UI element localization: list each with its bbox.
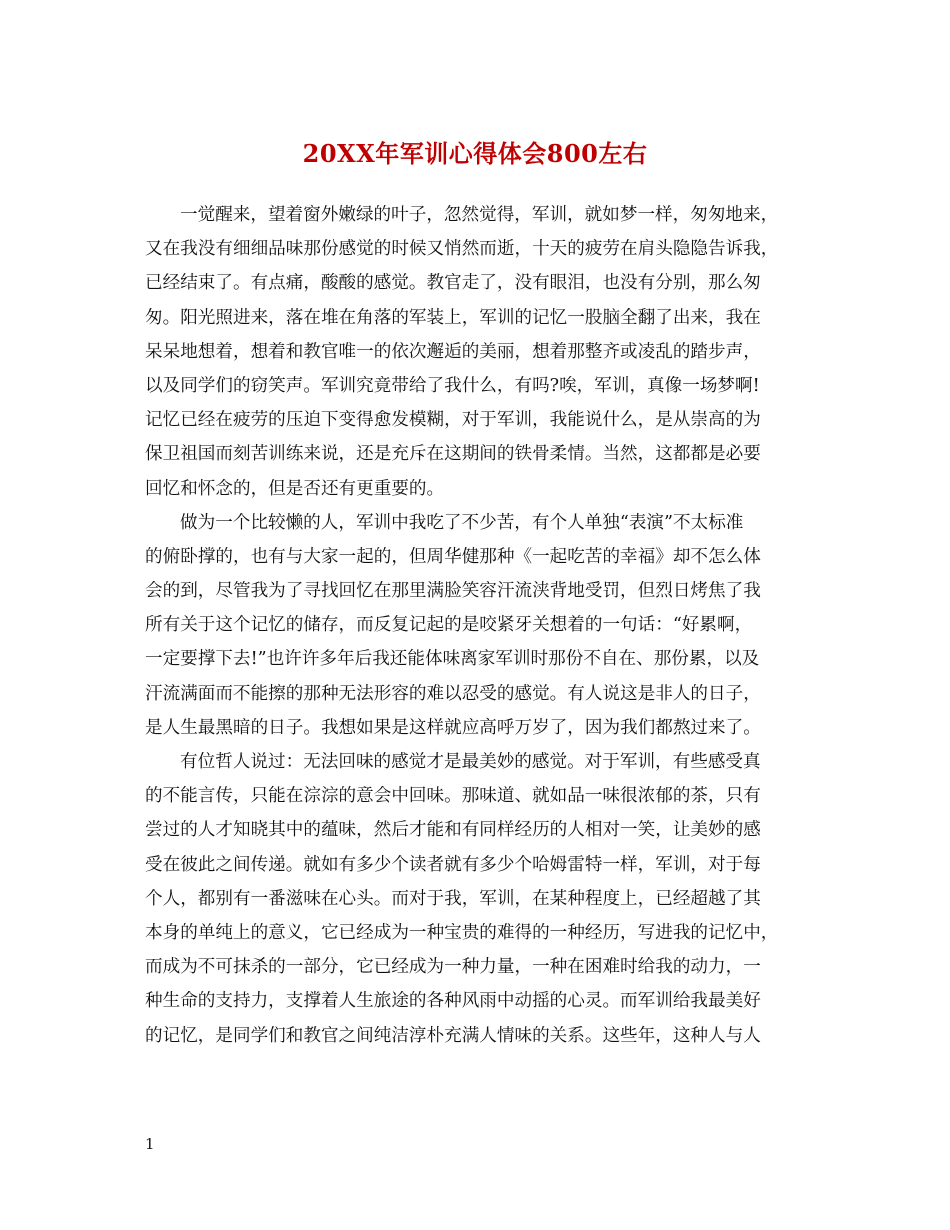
text-line: 受在彼此之间传递。就如有多少个读者就有多少个哈姆雷特一样，军训，对于每 bbox=[145, 854, 761, 875]
text-line: 的不能言传，只能在淙淙的意会中回味。那味道、就如品一味很浓郁的茶，只有 bbox=[145, 786, 761, 807]
text-line: 匆。阳光照进来，落在堆在角落的军装上，军训的记忆一股脑全翻了出来，我在 bbox=[145, 307, 761, 328]
text-line: 的俯卧撑的，也有与大家一起的，但周华健那种《一起吃苦的幸福》却不怎么体 bbox=[145, 546, 761, 567]
text-line: 一定要撑下去!”也许许多年后我还能体味离家军训时那份不自在、那份累，以及 bbox=[145, 649, 760, 670]
text-line: 又在我没有细细品味那份感觉的时候又悄然而逝，十天的疲劳在肩头隐隐告诉我， bbox=[145, 239, 779, 260]
text-line: 记忆已经在疲劳的压迫下变得愈发模糊，对于军训，我能说什么，是从崇高的为 bbox=[145, 410, 761, 431]
text-line: 汗流满面而不能擦的那种无法形容的难以忍受的感觉。有人说这是非人的日子， bbox=[145, 683, 761, 704]
text-line: 呆呆地想着，想着和教官唯一的依次邂逅的美丽，想着那整齐或凌乱的踏步声， bbox=[145, 341, 761, 362]
text-line: 以及同学们的窃笑声。军训究竟带给了我什么，有吗?唉，军训，真像一场梦啊! bbox=[145, 375, 760, 396]
text-line: 个人，都别有一番滋味在心头。而对于我，军训，在某种程度上，已经超越了其 bbox=[145, 888, 761, 909]
text-line: 尝过的人才知晓其中的蕴味，然后才能和有同样经历的人相对一笑，让美妙的感 bbox=[145, 820, 761, 841]
text-line: 回忆和怀念的，但是否还有更重要的。 bbox=[145, 478, 445, 499]
text-line: 保卫祖国而刻苦训练来说，还是充斥在这期间的铁骨柔情。当然，这都都是必要 bbox=[145, 444, 761, 465]
text-line: 一觉醒来，望着窗外嫩绿的叶子，忽然觉得，军训，就如梦一样，匆匆地来， bbox=[180, 205, 779, 225]
text-line: 种生命的支持力，支撑着人生旅途的各种风雨中动摇的心灵。而军训给我最美好 bbox=[145, 991, 761, 1012]
text-line: 做为一个比较懒的人，军训中我吃了不少苦，有个人单独“表演”不太标准 bbox=[180, 512, 744, 533]
text-line: 已经结束了。有点痛，酸酸的感觉。教官走了，没有眼泪，也没有分别，那么匆 bbox=[145, 273, 761, 294]
text-line: 有位哲人说过：无法回味的感觉才是最美妙的感觉。对于军训，有些感受真 bbox=[180, 752, 761, 772]
document-title: 20XX年军训心得体会800左右 bbox=[302, 139, 648, 168]
text-line: 是人生最黑暗的日子。我想如果是这样就应高呼万岁了，因为我们都熬过来了。 bbox=[145, 717, 761, 738]
page-number: 1 bbox=[145, 1135, 155, 1153]
text-line: 本身的单纯上的意义，它已经成为一种宝贵的难得的一种经历，写进我的记忆中， bbox=[145, 922, 779, 943]
document-body bbox=[145, 198, 825, 1053]
text-line: 会的到，尽管我为了寻找回忆在那里满脸笑容汗流浃背地受罚，但烈日烤焦了我 bbox=[145, 581, 761, 602]
text-line: 的记忆，是同学们和教官之间纯洁淳朴充满人情味的关系。这些年，这种人与人 bbox=[145, 1025, 761, 1046]
text-line: 所有关于这个记忆的储存，而反复记起的是咬紧牙关想着的一句话：“好累啊， bbox=[145, 615, 753, 636]
text-line: 而成为不可抹杀的一部分，它已经成为一种力量，一种在困难时给我的动力，一 bbox=[145, 957, 761, 978]
